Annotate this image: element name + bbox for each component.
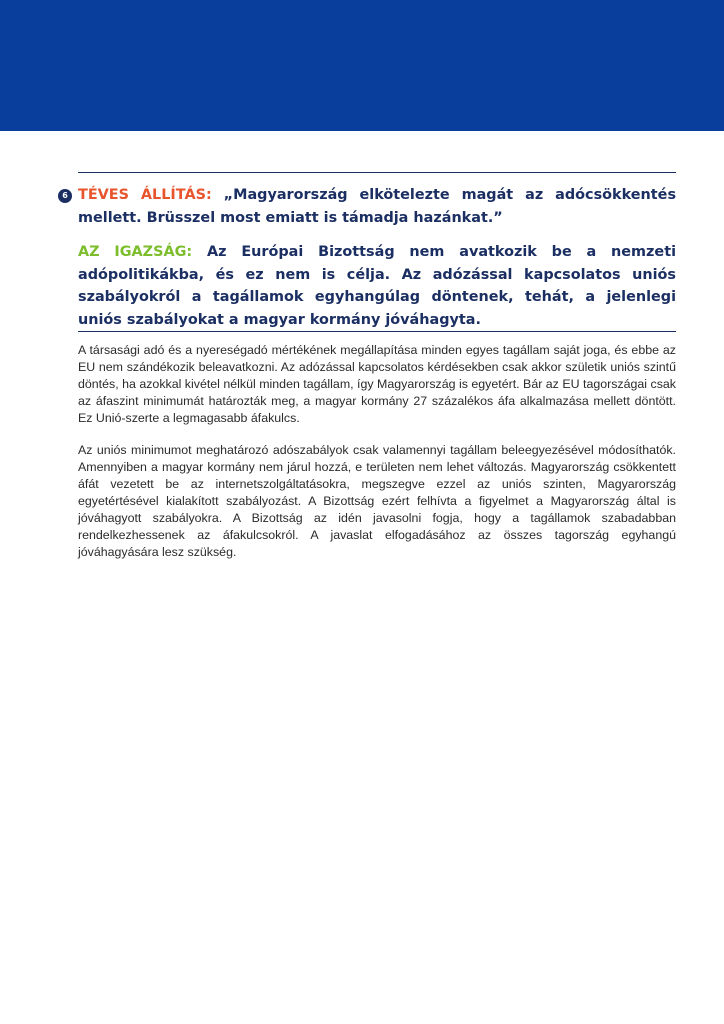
truth-statement — [78, 241, 676, 331]
top-divider — [78, 172, 676, 173]
top-banner — [0, 0, 724, 131]
truth-text: Az Európai Bizottság nem avatkozik be a nemzeti adópolitikákba, és ez nem is célja. Az adózással kapcsolatos uniós szabályokról a tagállamok egyhangúlag döntenek, tehát, a jelenlegi uniós szabályokat a magyar kormány jóváhagyta. — [78, 244, 677, 328]
body-text — [78, 342, 676, 576]
false-claim-label: TÉVES ÁLLÍTÁS: — [78, 187, 212, 203]
bottom-divider — [78, 331, 676, 332]
body-paragraph-2: Az uniós minimumot meghatározó adószabályok csak valamennyi tagállam beleegyezésével módosíthatók. Amennyiben a magyar kormány nem járul hozzá, e területen nem lehet változás. Magyarország csökkentett áfát vezetett be az internetszolgáltatásokra, megszegve ezzel az uniós szinten, Magyarország egyetértésével kialakított szabályozást. A Bizottság ezért felhívta a figyelmet a Magyarország által is jóváhagyott szabályokra. A Bizottság az idén javasolni fogja, hogy a tagállamok szabadabban rendelkezhessenek az áfakulcsokról. A javaslat elfogadásához az összes tagország egyhangú jóváhagyására lesz szükség. — [78, 443, 676, 559]
body-paragraph-1: A társasági adó és a nyereségadó mértékének megállapítása minden egyes tagállam saját joga, és ebbe az EU nem szándékozik beleavatkozni. Az adózással kapcsolatos kérdésekben csak akkor születik uniós szintű döntés, ha azokkal kivétel nélkül minden tagállam, így Magyarország is egyetért. Bár az EU tagországai csak az áfaszint minimumát határozták meg, a magyar kormány 27 százalékos áfa alkalmazása mellett döntött. Ez Unió-szerte a legmagasabb áfakulcs. — [78, 343, 676, 425]
claim-block — [62, 184, 677, 331]
false-claim-text: „Magyarország elkötelezte magát az adócsökkentés mellett. Brüsszel most emiatt is támadja hazánkat.” — [78, 187, 677, 226]
claim-number-badge: 6 — [58, 189, 72, 203]
truth-label: AZ IGAZSÁG: — [78, 244, 193, 260]
false-claim — [78, 184, 676, 229]
